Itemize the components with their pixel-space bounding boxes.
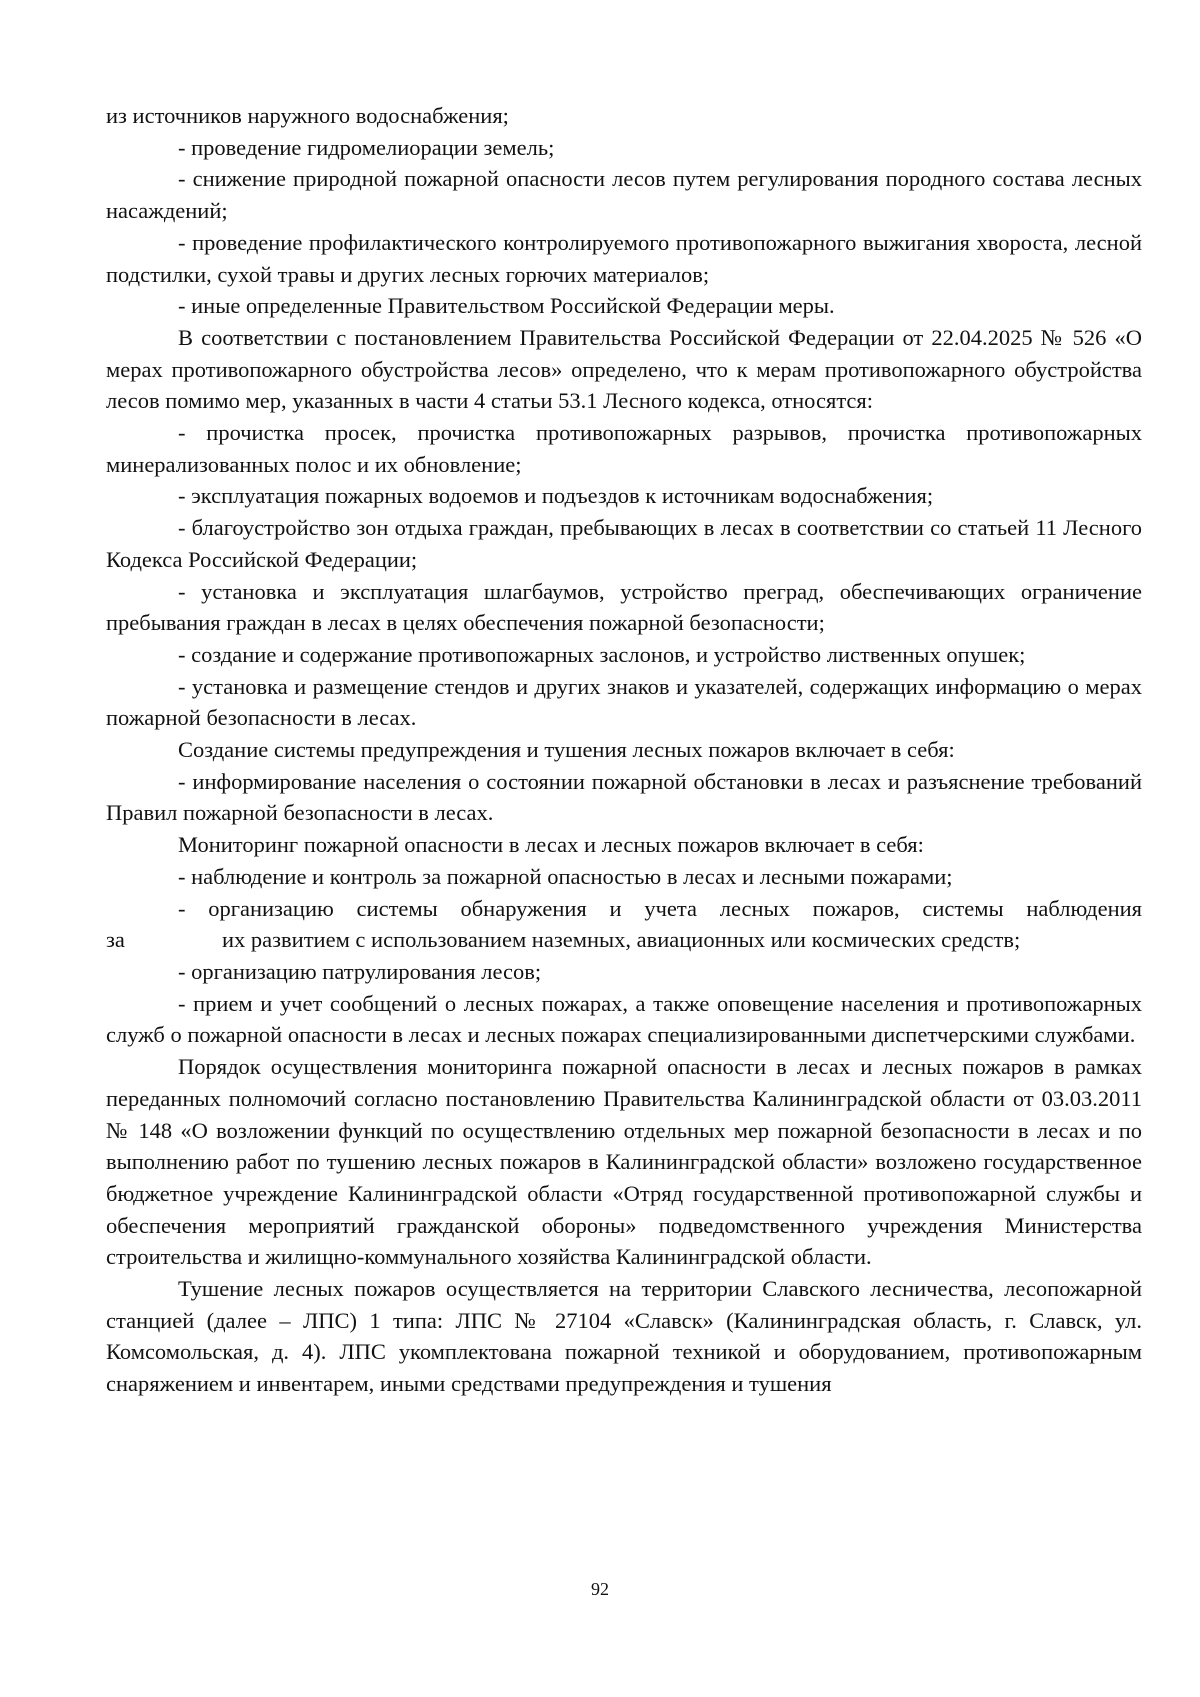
list-item: - эксплуатация пожарных водоемов и подъездов к источникам водоснабжения;	[178, 483, 934, 509]
list-item: - организацию системы обнаружения и учета лесных пожаров, системы наблюдения	[178, 895, 1142, 921]
list-item: - создание и содержание противопожарных заслонов, и устройство лиственных опушек;	[178, 641, 1026, 667]
paragraph: из источников наружного водоснабжения;	[106, 103, 509, 128]
paragraph: В соответствии с постановлением Правительства Российской Федерации от 22.04.2025 № 526 «О мерах противопожарного обустройства лесов» определено, что к мерам противопожарного обустройства лесов помимо мер, указанных в части 4 статьи 53.1 Лесного кодекса, относятся:	[106, 324, 1142, 414]
list-item: - проведение гидромелиорации земель;	[178, 134, 555, 160]
list-item: - иные определенные Правительством Российской Федерации меры.	[178, 293, 835, 319]
list-item: - установка и размещение стендов и других знаков и указателей, содержащих информацию о мерах пожарной безопасности в лесах.	[106, 673, 1142, 731]
list-item: - установка и эксплуатация шлагбаумов, устройство преград, обеспечивающих ограничение пребывания граждан в лесах в целях обеспечения пожарной безопасности;	[106, 578, 1142, 636]
list-item: - информирование населения о состоянии пожарной обстановки в лесах и разъяснение требований Правил пожарной безопасности в лесах.	[106, 768, 1142, 826]
continuation-text: их развитием с использованием наземных, авиационных или космических средств;	[222, 927, 1021, 953]
list-item-continuation	[106, 924, 1142, 956]
continuation-word: за	[106, 927, 125, 953]
list-item: - прием и учет сообщений о лесных пожарах, а также оповещение населения и противопожарных служб о пожарной опасности в лесах и лесных пожарах специализированными диспетчерскими службами.	[106, 990, 1142, 1048]
paragraph: Тушение лесных пожаров осуществляется на территории Славского лесничества, лесопожарной станцией (далее – ЛПС) 1 типа: ЛПС № 27104 «Славск» (Калининградская область, г. Славск, ул. Комсомольская, д. 4). ЛПС укомплектована пожарной техникой и оборудованием, противопожарным снаряжением и инвентарем, иными средствами предупреждения и тушения	[106, 1276, 1142, 1397]
page-number: 92	[591, 1579, 609, 1599]
list-item: - снижение природной пожарной опасности лесов путем регулирования породного состава лесных насаждений;	[106, 166, 1142, 224]
list-item: - проведение профилактического контролируемого противопожарного выжигания хвороста, лесной подстилки, сухой травы и других лесных горючих материалов;	[106, 229, 1142, 287]
paragraph: Создание системы предупреждения и тушения лесных пожаров включает в себя:	[178, 737, 955, 763]
list-item: - благоустройство зон отдыха граждан, пребывающих в лесах в соответствии со статьей 11 Лесного Кодекса Российской Федерации;	[106, 515, 1142, 572]
paragraph: Мониторинг пожарной опасности в лесах и лесных пожаров включает в себя:	[178, 832, 924, 858]
list-item: - прочистка просек, прочистка противопожарных разрывов, прочистка противопожарных минерализованных полос и их обновление;	[106, 420, 1142, 477]
list-item: - наблюдение и контроль за пожарной опасностью в лесах и лесными пожарами;	[178, 863, 953, 889]
document-body	[106, 100, 1142, 1400]
paragraph: Порядок осуществления мониторинга пожарной опасности в лесах и лесных пожаров в рамках переданных полномочий согласно постановлению Правительства Калининградской области от 03.03.2011 № 148 «О возложении функций по осуществлению отдельных мер пожарной безопасности в лесах и по выполнению работ по тушению лесных пожаров в Калининградской области» возложено государственное бюджетное учреждение Калининградской области «Отряд государственной противопожарной службы и обеспечения мероприятий гражданской обороны» подведомственного учреждения Министерства строительства и жилищно-коммунального хозяйства Калининградской области.	[106, 1054, 1142, 1270]
list-item: - организацию патрулирования лесов;	[178, 958, 542, 984]
